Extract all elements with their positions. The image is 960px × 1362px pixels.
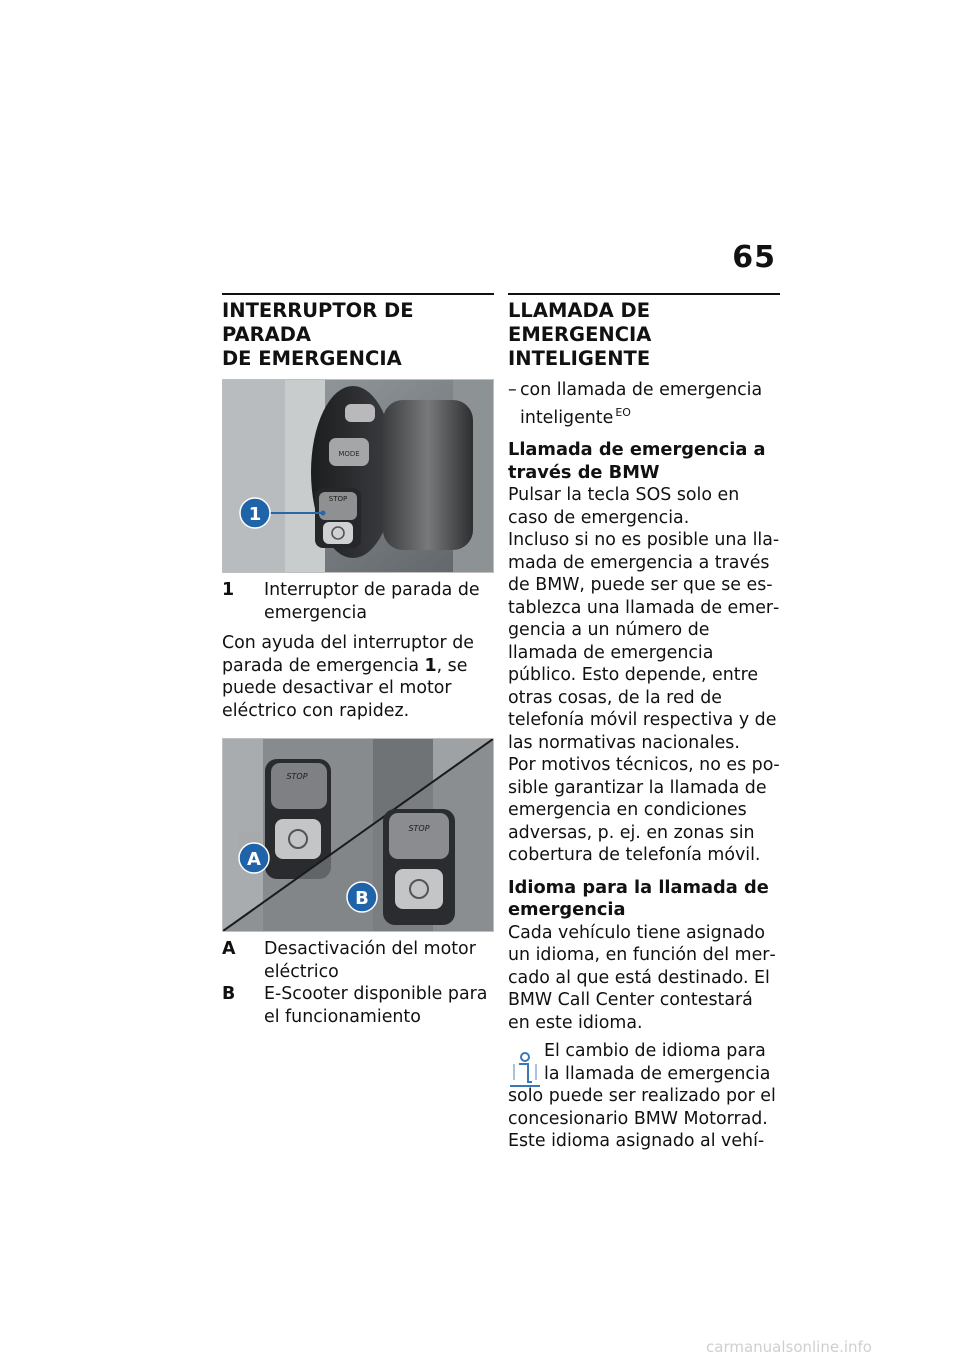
stop-label-a: STOP bbox=[286, 772, 308, 781]
section-title-emergency-stop bbox=[222, 299, 494, 371]
section-rule bbox=[222, 293, 494, 295]
watermark: carmanualsonline.info bbox=[706, 1338, 872, 1356]
equipment-dash-item bbox=[508, 379, 780, 429]
mode-label: MODE bbox=[338, 450, 360, 458]
dash-marker: – bbox=[508, 380, 517, 400]
legend-photo1 bbox=[222, 579, 494, 624]
subheading-language: Idioma para la llamada de emergencia bbox=[508, 876, 769, 920]
legend-row bbox=[222, 938, 494, 983]
title-line: INTERRUPTOR DE PARADA bbox=[222, 299, 414, 346]
stop-switch-states-illustration bbox=[223, 739, 493, 931]
paragraph-language: Cada vehículo tiene asignado un idioma, en función del mercado al que está destinado. El BMW Call Center contestará en este idioma. bbox=[508, 922, 776, 1033]
paragraph-public-number: Incluso si no es posible una llamada de emergencia a través de BMW, puede ser que se establezca una llamada de emergencia a un número de llamada de emergencia público. Esto depende, entre otras cosas, de la red de telefonía móvil respectiva y de las normativas nacionales. bbox=[508, 530, 780, 753]
left-column bbox=[222, 293, 494, 1036]
subheading-bmw-call: Llamada de emergencia a través de BMW bbox=[508, 439, 766, 483]
legend-row bbox=[222, 983, 494, 1028]
paragraph-sos: Pulsar la tecla SOS solo en caso de emergencia. bbox=[508, 485, 740, 528]
photo-stop-switch-states bbox=[222, 738, 494, 932]
info-icon bbox=[508, 1048, 542, 1088]
legend-photo2 bbox=[222, 938, 494, 1028]
section-rule bbox=[508, 293, 780, 295]
handlebar-switch-illustration bbox=[223, 380, 493, 572]
photo-handlebar-switch bbox=[222, 379, 494, 573]
optional-equipment-marker: EO bbox=[615, 405, 631, 419]
legend-text: E-Scooter disponible para el funcionamiento bbox=[264, 984, 488, 1027]
legend-key: B bbox=[222, 984, 236, 1004]
callout-b: B bbox=[355, 888, 369, 909]
legend-row bbox=[222, 579, 494, 624]
page-number: 65 bbox=[732, 240, 776, 275]
callout-1: 1 bbox=[248, 504, 262, 525]
legend-key: 1 bbox=[222, 580, 235, 600]
right-column bbox=[508, 293, 780, 1153]
title-line: DE EMERGENCIA bbox=[222, 347, 402, 370]
info-note bbox=[508, 1040, 780, 1153]
text-run: , se puede desactivar el motor eléctrico con rapidez. bbox=[222, 655, 468, 721]
title-line: LLAMADA DE EMERGENCIA bbox=[508, 299, 652, 346]
paragraph-emergency-stop bbox=[222, 632, 494, 722]
text-run: Con ayuda del interruptor de parada de emergencia bbox=[222, 633, 474, 676]
callout-a: A bbox=[247, 849, 261, 870]
paragraph-technical: Por motivos técnicos, no es posible garantizar la llamada de emergencia en condiciones adversas, p. ej. en zonas sin cobertura de telefonía móvil. bbox=[508, 755, 780, 865]
legend-key: A bbox=[222, 939, 236, 959]
info-text-rest: solo puede ser realizado por el concesionario BMW Motorrad. Este idioma asignado al vehí- bbox=[508, 1086, 776, 1151]
info-text-line: la llamada de emergencia bbox=[544, 1063, 771, 1084]
reference-number: 1 bbox=[424, 655, 437, 676]
title-line: INTELIGENTE bbox=[508, 347, 651, 370]
legend-text: Interruptor de parada de emergencia bbox=[264, 580, 480, 623]
legend-text: Desactivación del motor eléctrico bbox=[264, 939, 476, 982]
section-title-smart-emergency-call bbox=[508, 299, 780, 371]
stop-label-b: STOP bbox=[408, 824, 430, 833]
dash-item-text bbox=[520, 379, 780, 429]
stop-label: STOP bbox=[328, 495, 348, 503]
info-text-line: El cambio de idioma para bbox=[544, 1041, 766, 1061]
text-run: con llamada de emergencia inteligente bbox=[520, 380, 763, 428]
